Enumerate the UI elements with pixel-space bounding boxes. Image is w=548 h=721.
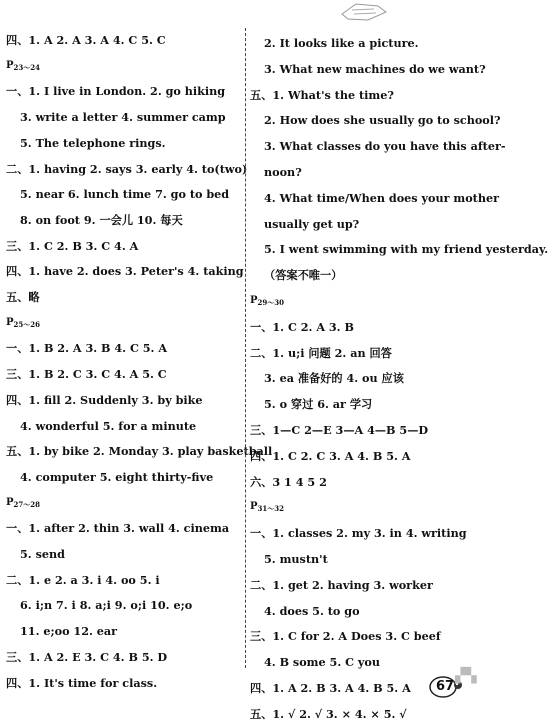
answer-line: noon? (264, 165, 302, 179)
answer-line: 五、1. √ 2. √ 3. × 4. × 5. √ (250, 706, 407, 721)
answer-line: 一、1. C 2. A 3. B (250, 319, 354, 334)
section-letter: P (250, 501, 258, 513)
answer-line: 3. ea 准备好的 4. ou 应该 (264, 371, 404, 386)
answer-line: 二、1. e 2. a 3. i 4. oo 5. i (6, 572, 160, 587)
answer-line: 3. write a letter 4. summer camp (20, 110, 226, 125)
publisher-logo-icon (338, 0, 390, 22)
answer-line: 5. near 6. lunch time 7. go to bed (20, 187, 230, 202)
answer-line: 三、1. C 2. B 3. C 4. A (6, 238, 139, 253)
section-header (6, 59, 40, 75)
answer-line: 4. What time/When does your mother (264, 190, 499, 205)
answer-line: 三、1. B 2. C 3. C 4. A 5. C (6, 367, 167, 382)
answer-line: 四、1. A 2. A 3. A 4. C 5. C (6, 33, 166, 47)
section-header (250, 294, 284, 310)
answer-line: 4. wonderful 5. for a minute (20, 418, 197, 433)
watermark-icon: ▞▚ (455, 668, 477, 684)
answer-line: 一、1. I live in London. 2. go hiking (6, 84, 226, 99)
answer-line: 4. B some 5. C you (264, 655, 381, 670)
answer-line: 4. does 5. to go (264, 603, 360, 618)
section-letter: P (250, 295, 258, 306)
section-header (6, 316, 40, 332)
section-letter: P (6, 59, 14, 71)
section-letter: P (6, 316, 14, 328)
answer-line: 2. How does she usually go to school? (264, 113, 501, 128)
answer-line: 四、1. C 2. C 3. A 4. B 5. A (250, 448, 411, 463)
answer-line: 六、3 1 4 5 2 (250, 474, 327, 489)
section-page-range: 29～30 (257, 298, 285, 307)
answer-line: 三、1. C for 2. A Does 3. C beef (250, 629, 441, 644)
answer-line: 二、1. having 2. says 3. early 4. to(two) (6, 161, 248, 176)
answer-line: 三、1—C 2—E 3—A 4—B 5—D (250, 423, 429, 437)
answer-line: 8. on foot 9. 一会儿 10. 每天 (20, 212, 183, 227)
answer-line: 5. The telephone rings. (20, 135, 166, 150)
answer-line: 5. mustn't (264, 552, 328, 566)
answer-line: 5. I went swimming with my friend yesterday. (264, 242, 548, 257)
section-letter: P (6, 496, 14, 508)
answer-line: 五、1. What's the time? (250, 87, 394, 102)
answer-line: 11. e;oo 12. ear (20, 624, 118, 639)
section-page-range: 31～32 (257, 504, 285, 514)
answer-line: 一、1. B 2. A 3. B 4. C 5. A (6, 341, 168, 356)
section-page-range: 27～28 (13, 499, 41, 509)
answer-line: 一、1. classes 2. my 3. in 4. writing (250, 526, 467, 541)
answer-line: 3. What classes do you have this after- (264, 139, 506, 154)
section-page-range: 25～26 (13, 319, 41, 329)
answer-line: 二、1. get 2. having 3. worker (250, 577, 433, 592)
page-number: 67 (436, 679, 455, 694)
answer-line: 四、1. It's time for class. (6, 675, 158, 690)
answer-line: 二、1. u;i 问题 2. an 回答 (250, 345, 392, 360)
section-header (250, 500, 284, 516)
answer-line: 五、1. by bike 2. Monday 3. play basketball (6, 444, 273, 459)
answer-line: （答案不唯一） (264, 268, 343, 283)
answer-line: 5. send (20, 547, 65, 561)
answer-line: usually get up? (264, 216, 360, 231)
answer-line: 四、1. A 2. B 3. A 4. B 5. A (250, 681, 411, 695)
answer-line: 四、1. fill 2. Suddenly 3. by bike (6, 392, 203, 407)
answer-line: 4. computer 5. eight thirty-five (20, 469, 214, 484)
answer-line: 3. What new machines do we want? (264, 61, 486, 76)
answer-line: 2. It looks like a picture. (264, 36, 419, 50)
answer-line: 五、略 (6, 290, 40, 304)
answer-line: 一、1. after 2. thin 3. wall 4. cinema (6, 521, 230, 536)
section-header (6, 496, 40, 512)
answer-line: 5. o 穿过 6. ar 学习 (264, 397, 373, 412)
answer-line: 6. i;n 7. i 8. a;i 9. o;i 10. e;o (20, 598, 193, 613)
section-page-range: 23～24 (13, 62, 41, 72)
answer-line: 四、1. have 2. does 3. Peter's 4. taking (6, 264, 244, 279)
column-divider (245, 28, 246, 668)
answer-line: 三、1. A 2. E 3. C 4. B 5. D (6, 649, 168, 664)
